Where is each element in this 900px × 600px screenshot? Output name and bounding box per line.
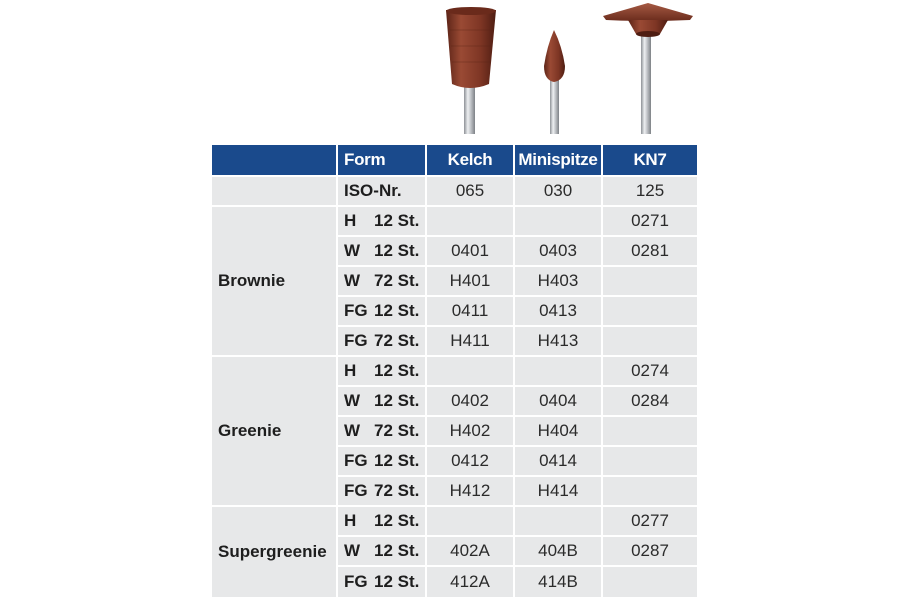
header-form: Form <box>338 145 425 177</box>
iso-blank-cell <box>212 177 336 207</box>
table-row-form <box>338 357 425 387</box>
form-qty: 12 St. <box>374 391 420 410</box>
form-qty: 12 St. <box>374 361 420 380</box>
group-supergreenie: Supergreenie <box>212 507 336 597</box>
form-type: W <box>344 541 361 560</box>
iso-kelch: 065 <box>427 177 513 207</box>
table-row-form <box>338 327 425 357</box>
table-row-form <box>338 387 425 417</box>
group-brownie: Brownie <box>212 207 336 357</box>
product-table <box>212 145 697 597</box>
table-cell: H413 <box>515 327 601 357</box>
form-type: H <box>344 361 357 380</box>
form-qty: 12 St. <box>374 572 420 591</box>
table-cell <box>603 417 697 447</box>
table-cell <box>515 507 601 537</box>
group-greenie: Greenie <box>212 357 336 507</box>
form-type: W <box>344 391 361 410</box>
table-cell: 0404 <box>515 387 601 417</box>
product-images-svg <box>0 0 900 145</box>
table-cell: 0414 <box>515 447 601 477</box>
form-type: W <box>344 421 361 440</box>
table-cell <box>515 357 601 387</box>
form-type: FG <box>344 331 368 350</box>
table-row-form <box>338 537 425 567</box>
table-row-form <box>338 207 425 237</box>
table-row-form <box>338 237 425 267</box>
form-type: H <box>344 511 357 530</box>
table-cell: 0401 <box>427 237 513 267</box>
table-cell <box>427 207 513 237</box>
form-qty: 72 St. <box>374 331 420 350</box>
form-qty: 72 St. <box>374 481 420 500</box>
table-cell: 0412 <box>427 447 513 477</box>
form-type: H <box>344 211 357 230</box>
table-cell: 0411 <box>427 297 513 327</box>
table-cell: 414B <box>515 567 601 597</box>
table-cell: 412A <box>427 567 513 597</box>
kn7-polisher-icon <box>603 3 693 134</box>
table-cell <box>603 447 697 477</box>
table-cell: 0277 <box>603 507 697 537</box>
table-cell: 0271 <box>603 207 697 237</box>
table-cell: H401 <box>427 267 513 297</box>
table-cell: 0287 <box>603 537 697 567</box>
table-cell: 0413 <box>515 297 601 327</box>
form-qty: 72 St. <box>374 271 420 290</box>
form-qty: 12 St. <box>374 211 420 230</box>
table-cell <box>603 567 697 597</box>
header-blank-cell <box>212 145 336 177</box>
table-row-form <box>338 267 425 297</box>
table-cell: 0281 <box>603 237 697 267</box>
table-cell: 0402 <box>427 387 513 417</box>
table-cell: 0403 <box>515 237 601 267</box>
form-qty: 12 St. <box>374 451 420 470</box>
form-qty: 12 St. <box>374 241 420 260</box>
form-qty: 12 St. <box>374 511 420 530</box>
kelch-polisher-icon <box>446 7 496 134</box>
table-cell <box>427 357 513 387</box>
table-cell: 404B <box>515 537 601 567</box>
table-cell: H414 <box>515 477 601 507</box>
minispitze-polisher-icon <box>544 30 565 134</box>
table-cell: 0274 <box>603 357 697 387</box>
table-cell <box>603 327 697 357</box>
form-qty: 12 St. <box>374 301 420 320</box>
iso-kn7: 125 <box>603 177 697 207</box>
table-cell: H412 <box>427 477 513 507</box>
form-qty: 72 St. <box>374 421 420 440</box>
table-cell <box>515 207 601 237</box>
iso-label: ISO-Nr. <box>338 177 425 207</box>
form-type: W <box>344 241 361 260</box>
table-cell: 402A <box>427 537 513 567</box>
table-row-form <box>338 447 425 477</box>
table-cell: H411 <box>427 327 513 357</box>
form-type: FG <box>344 451 368 470</box>
table-cell: H403 <box>515 267 601 297</box>
iso-minispitze: 030 <box>515 177 601 207</box>
form-qty: 12 St. <box>374 541 420 560</box>
form-type: FG <box>344 572 368 591</box>
table-cell <box>427 507 513 537</box>
table-cell: H404 <box>515 417 601 447</box>
table-row-form <box>338 507 425 537</box>
table-cell <box>603 297 697 327</box>
table-row-form <box>338 567 425 597</box>
table-row-form <box>338 477 425 507</box>
table-cell <box>603 267 697 297</box>
header-kn7: KN7 <box>603 145 697 177</box>
form-type: FG <box>344 301 368 320</box>
table-cell: 0284 <box>603 387 697 417</box>
header-kelch: Kelch <box>427 145 513 177</box>
product-images <box>0 0 900 145</box>
table-cell <box>603 477 697 507</box>
table-cell: H402 <box>427 417 513 447</box>
form-type: FG <box>344 481 368 500</box>
table-row-form <box>338 417 425 447</box>
table-row-form <box>338 297 425 327</box>
header-minispitze: Minispitze <box>515 145 601 177</box>
form-type: W <box>344 271 361 290</box>
